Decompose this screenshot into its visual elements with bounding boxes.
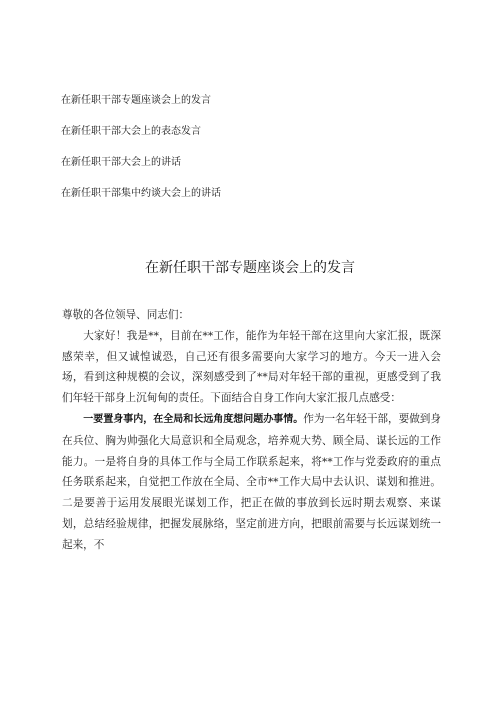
toc-item[interactable]: 在新任职干部大会上的表态发言 (61, 126, 201, 137)
table-of-contents (61, 94, 441, 218)
paragraph-heading: 一要置身事内，在全局和长远角度想问题办事情。 (83, 413, 304, 425)
paragraph (62, 409, 441, 556)
paragraph-text: 作为一名年轻干部，要做到身在兵位、胸为帅强化大局意识和全局观念，培养观大势、顾全局、谋长远的工作能力。一是将自身的具体工作与全局工作联系起来，将**工作与党委政府的重点任务联系起来，自觉把工作放在全局、全市**工作大局中去认识、谋划和推进。二是要善于运用发展眼光谋划工作，把正在做的事放到长远时期去观察、来谋划，总结经验规律，把握发展脉络，坚定前进方向，把眼前需要与长远谋划统一起来，不 (62, 412, 442, 551)
salutation: 尊敬的各位领导、同志们： (62, 309, 190, 321)
document-title: 在新任职干部专题座谈会上的发言 (145, 260, 355, 276)
document-body (62, 305, 441, 556)
paragraph: 大家好！我是**，目前在**工作，能作为年轻干部在这里向大家汇报，既深感荣幸，但又诚惶诚恐，自己还有很多需要向大家学习的地方。今天一进入会场，看到这种规模的会议，深刻感受到了**局对年轻干部的重视，更感受到了我们年轻干部身上沉甸甸的责任。下面结合自身工作向大家汇报几点感受： (62, 329, 441, 405)
toc-item[interactable]: 在新任职干部集中约谈大会上的讲话 (61, 188, 221, 199)
toc-item[interactable]: 在新任职干部大会上的讲话 (61, 157, 181, 168)
toc-item[interactable]: 在新任职干部专题座谈会上的发言 (61, 95, 211, 106)
